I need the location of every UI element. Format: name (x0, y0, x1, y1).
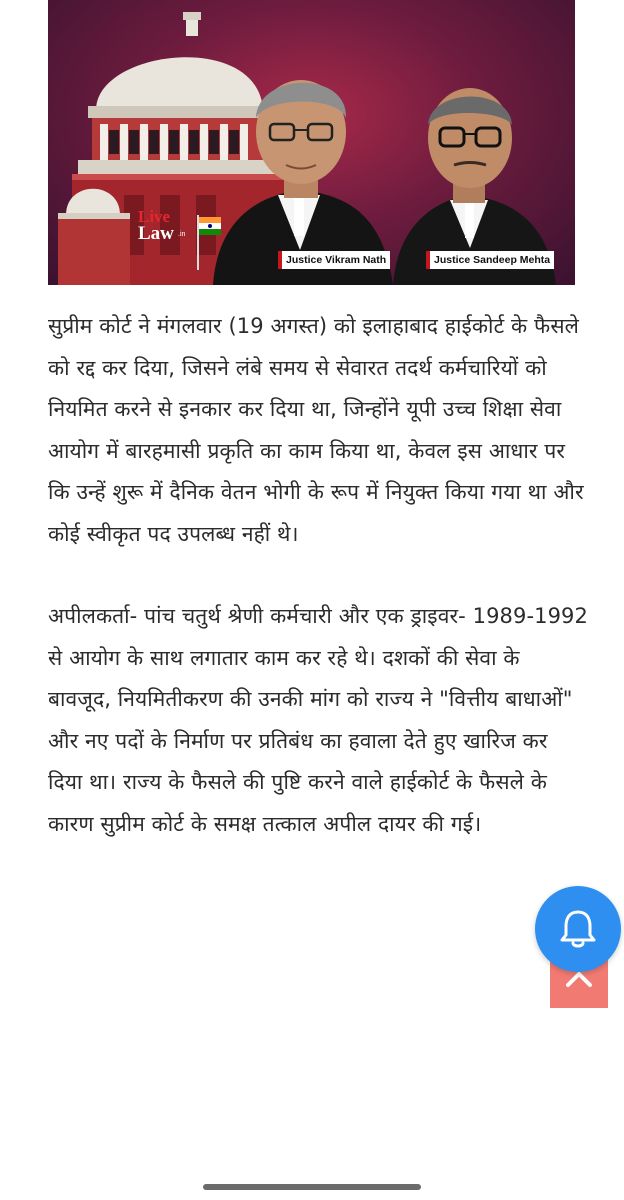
hero-illustration (48, 0, 575, 285)
article-paragraph-1: सुप्रीम कोर्ट ने मंगलवार (19 अगस्त) को इलाहाबाद हाईकोर्ट के फैसले को रद्द कर दिया, जिसने लंबे समय से सेवारत तदर्थ कर्मचारियों को नियमित करने से इनकार कर दिया था, जिन्होंने यूपी उच्च शिक्षा सेवा आयोग में बारहमासी प्रकृति का काम किया था, केवल इस आधार पर कि उन्हें शुरू में दैनिक वेतन भोगी के रूप में नियुक्त किया गया था और कोई स्वीकृत पद उपलब्ध नहीं थे। (48, 314, 584, 546)
article-paragraph-2: अपीलकर्ता- पांच चतुर्थ श्रेणी कर्मचारी और एक ड्राइवर- 1989-1992 से आयोग के साथ लगातार काम कर रहे थे। दशकों की सेवा के बावजूद, नियमितीकरण की उनकी मांग को राज्य ने "वित्तीय बाधाओं" और नए पदों के निर्माण पर प्रतिबंध का हवाला देते हुए खारिज कर दिया था। राज्य के फैसले की पुष्टि करने वाले हाईकोर्ट के फैसले के कारण सुप्रीम कोर्ट के समक्ष तत्काल अपील दायर की गई। (48, 604, 588, 836)
hero-image (48, 0, 575, 285)
logo-law-text: Law (138, 223, 174, 244)
bell-icon (558, 908, 598, 950)
caption-justice-sandeep-mehta: Justice Sandeep Mehta (426, 251, 554, 269)
gesture-navigation-bar[interactable] (203, 1184, 421, 1190)
logo-live-text: Live (138, 207, 171, 226)
notification-button[interactable] (535, 886, 621, 972)
livelaw-logo (138, 208, 196, 256)
logo-suffix-text: .in (178, 231, 186, 238)
caption-justice-vikram-nath: Justice Vikram Nath (278, 251, 390, 269)
article-body (48, 306, 588, 845)
